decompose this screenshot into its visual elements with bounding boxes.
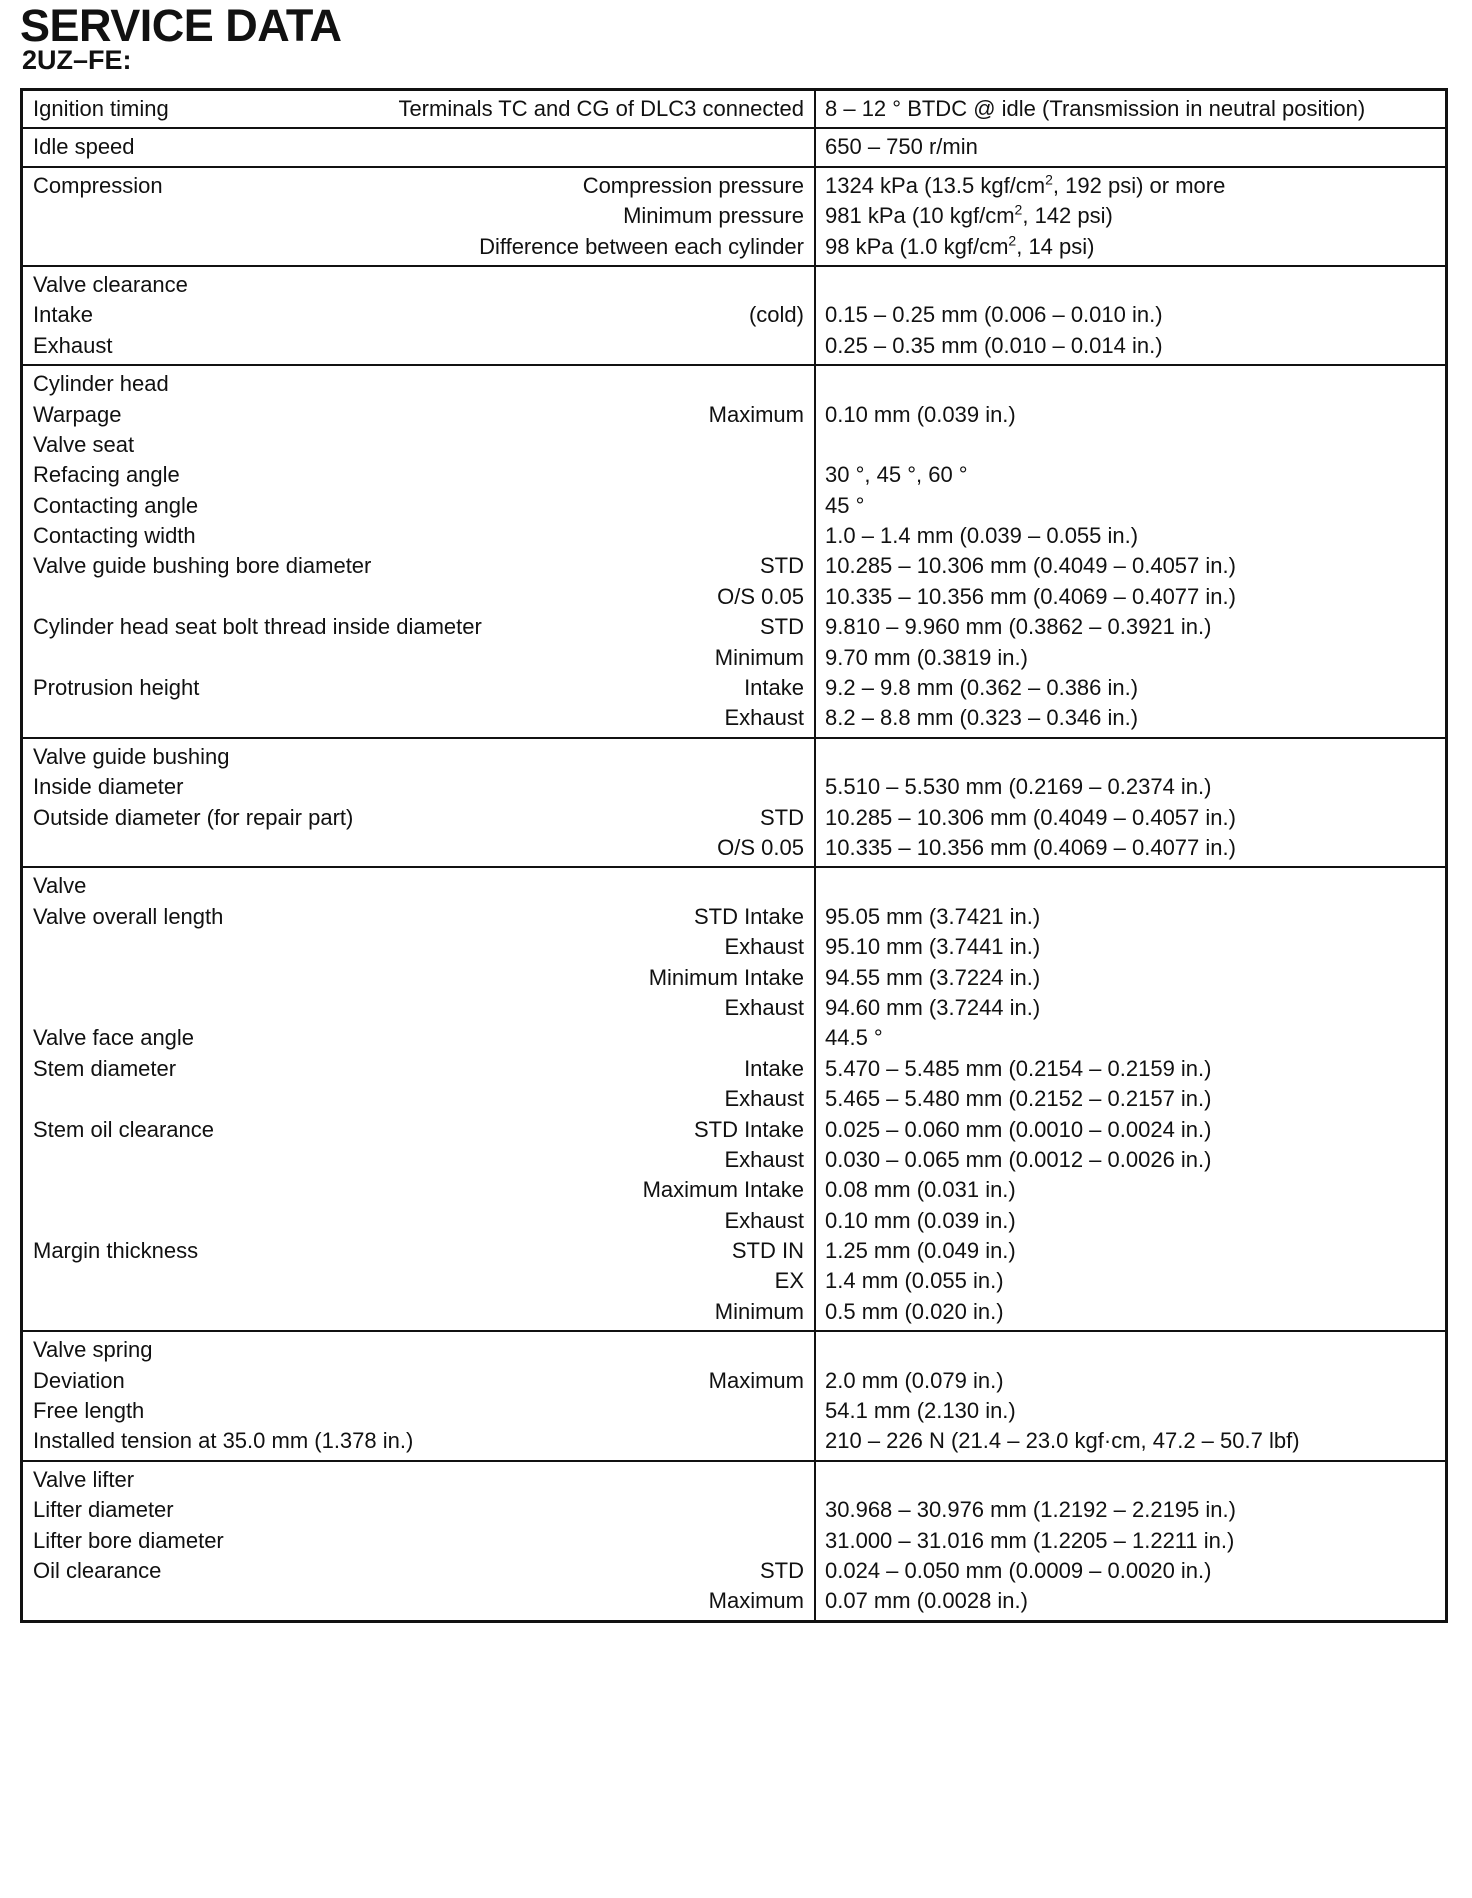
spec-value-text: 0.07 mm (0.0028 in.): [825, 1588, 1028, 1614]
spec-value-suffix: , 142 psi): [1022, 203, 1113, 229]
spec-value: [825, 1054, 1437, 1084]
section-ignition-timing: [22, 90, 1447, 129]
spec-condition: Minimum: [714, 1298, 804, 1324]
spec-label: Margin thickness: [33, 1238, 199, 1264]
spec-value-text: 5.465 – 5.480 mm (0.2152 – 0.2157 in.): [825, 1086, 1212, 1112]
spec-value: [825, 772, 1437, 802]
section-valve-spring: [22, 1331, 1447, 1461]
spec-condition: Maximum: [708, 1367, 804, 1393]
spec-value: [825, 270, 1437, 300]
spec-value-text: 9.810 – 9.960 mm (0.3862 – 0.3921 in.): [825, 614, 1212, 640]
spec-label: Valve spring: [33, 1337, 153, 1363]
spec-value: [825, 993, 1437, 1023]
spec-value-suffix: , 14 psi): [1016, 233, 1095, 259]
spec-value: [825, 430, 1437, 460]
spec-label: Exhaust: [33, 332, 113, 358]
spec-label: Stem oil clearance: [33, 1116, 214, 1142]
spec-line: [33, 1266, 804, 1296]
spec-value: [825, 673, 1437, 703]
section-spec-cell: [22, 167, 816, 266]
spec-label: Warpage: [33, 401, 122, 427]
spec-condition: Maximum: [708, 401, 804, 427]
spec-value: [825, 1366, 1437, 1396]
section-spec-cell: [22, 1331, 816, 1461]
unit-exponent: 2: [1045, 171, 1053, 188]
spec-line: [33, 902, 804, 932]
spec-condition: Maximum: [708, 1588, 804, 1614]
spec-value: [825, 201, 1437, 231]
spec-condition: O/S 0.05: [717, 834, 804, 860]
service-data-table: [20, 88, 1448, 1623]
section-idle-speed: [22, 128, 1447, 166]
spec-line: [33, 582, 804, 612]
spec-line: [33, 1236, 804, 1266]
spec-value-text: 94.55 mm (3.7224 in.): [825, 964, 1041, 990]
spec-value-text: 8.2 – 8.8 mm (0.323 – 0.346 in.): [825, 705, 1139, 731]
spec-line: [33, 1023, 804, 1053]
engine-model-subtitle: 2UZ–FE:: [22, 45, 132, 75]
spec-value: [825, 1495, 1437, 1525]
spec-label: Compression: [33, 172, 163, 198]
spec-line: [33, 491, 804, 521]
spec-value: [825, 1206, 1437, 1236]
spec-condition: Compression pressure: [582, 172, 804, 198]
spec-label: Oil clearance: [33, 1557, 162, 1583]
spec-line: [33, 551, 804, 581]
spec-condition: Intake: [744, 1055, 804, 1081]
spec-value: [825, 643, 1437, 673]
spec-value-text: 1.0 – 1.4 mm (0.039 – 0.055 in.): [825, 523, 1139, 549]
spec-line: [33, 300, 804, 330]
section-spec-cell: [22, 266, 816, 365]
section-value-cell: [815, 90, 1447, 129]
section-spec-cell: [22, 738, 816, 868]
spec-line: [33, 1426, 804, 1456]
spec-condition: Exhaust: [724, 934, 804, 960]
spec-value: [825, 1297, 1437, 1327]
spec-value: [825, 1236, 1437, 1266]
section-cylinder-head: [22, 365, 1447, 738]
spec-value: [825, 1084, 1437, 1114]
spec-value-text: 650 – 750 r/min: [825, 134, 978, 160]
spec-label: Protrusion height: [33, 675, 200, 701]
spec-value-text: 0.10 mm (0.039 in.): [825, 1207, 1016, 1233]
spec-label: Lifter bore diameter: [33, 1527, 224, 1553]
spec-label: Contacting angle: [33, 492, 199, 518]
spec-value: [825, 1145, 1437, 1175]
spec-value-text: 30 °, 45 °, 60 °: [825, 462, 968, 488]
spec-label: Idle speed: [33, 134, 135, 160]
spec-value: [825, 833, 1437, 863]
spec-value: [825, 1115, 1437, 1145]
spec-line: [33, 1175, 804, 1205]
spec-line: [33, 232, 804, 262]
spec-condition: STD IN: [731, 1238, 804, 1264]
spec-condition: (cold): [748, 302, 804, 328]
spec-value-text: 45 °: [825, 492, 865, 518]
spec-label: Intake: [33, 302, 93, 328]
spec-condition: STD: [760, 553, 804, 579]
spec-label: Contacting width: [33, 523, 196, 549]
spec-value: [825, 132, 1437, 162]
spec-line: [33, 94, 804, 124]
section-value-cell: [815, 365, 1447, 738]
section-value-cell: [815, 128, 1447, 166]
spec-value: [825, 1396, 1437, 1426]
spec-value-text: 95.10 mm (3.7441 in.): [825, 934, 1041, 960]
spec-line: [33, 871, 804, 901]
spec-condition: Maximum Intake: [642, 1177, 804, 1203]
spec-condition: Exhaust: [724, 1207, 804, 1233]
spec-label: Valve clearance: [33, 271, 188, 297]
spec-value: [825, 932, 1437, 962]
spec-condition: STD: [760, 614, 804, 640]
section-spec-cell: [22, 1461, 816, 1621]
spec-line: [33, 171, 804, 201]
section-spec-cell: [22, 90, 816, 129]
spec-label: Inside diameter: [33, 774, 184, 800]
spec-line: [33, 521, 804, 551]
spec-value: [825, 1465, 1437, 1495]
spec-condition: Terminals TC and CG of DLC3 connected: [398, 96, 804, 121]
spec-value-text: 10.335 – 10.356 mm (0.4069 – 0.4077 in.): [825, 583, 1236, 609]
spec-value: [825, 612, 1437, 642]
spec-value-text: 31.000 – 31.016 mm (1.2205 – 1.2211 in.): [825, 1527, 1235, 1553]
spec-label: Lifter diameter: [33, 1497, 174, 1523]
spec-value-text: 0.5 mm (0.020 in.): [825, 1298, 1004, 1324]
spec-line: [33, 772, 804, 802]
spec-value-text: 94.60 mm (3.7244 in.): [825, 994, 1041, 1020]
spec-line: [33, 1145, 804, 1175]
spec-condition: Minimum Intake: [648, 964, 804, 990]
spec-line: [33, 270, 804, 300]
spec-condition: Exhaust: [724, 1086, 804, 1112]
section-spec-cell: [22, 867, 816, 1331]
spec-value: [825, 871, 1437, 901]
unit-exponent: 2: [1014, 201, 1023, 218]
spec-value: [825, 94, 1437, 124]
spec-line: [33, 1465, 804, 1495]
spec-condition: Exhaust: [724, 1146, 804, 1172]
spec-line: [33, 132, 804, 162]
spec-value-text: 0.025 – 0.060 mm (0.0010 – 0.0024 in.): [825, 1116, 1212, 1142]
spec-value-text: 0.10 mm (0.039 in.): [825, 401, 1016, 427]
spec-label: Installed tension at 35.0 mm (1.378 in.): [33, 1428, 414, 1454]
spec-value: [825, 1556, 1437, 1586]
service-data-table-body: [22, 90, 1447, 1622]
spec-label: Deviation: [33, 1367, 125, 1393]
spec-value: [825, 1526, 1437, 1556]
spec-line: [33, 1586, 804, 1616]
spec-condition: STD Intake: [693, 903, 804, 929]
spec-line: [33, 1297, 804, 1327]
section-spec-cell: [22, 128, 816, 166]
spec-value-text: 210 – 226 N (21.4 – 23.0 kgf·cm, 47.2 – 50.7 lbf): [825, 1428, 1300, 1454]
spec-value-text: 30.968 – 30.976 mm (1.2192 – 2.2195 in.): [825, 1497, 1236, 1523]
spec-line: [33, 643, 804, 673]
spec-line: [33, 612, 804, 642]
spec-line: [33, 1335, 804, 1365]
spec-condition: Minimum pressure: [623, 203, 804, 229]
spec-value-text: 9.2 – 9.8 mm (0.362 – 0.386 in.): [825, 675, 1139, 701]
spec-condition: O/S 0.05: [717, 583, 804, 609]
spec-condition: Intake: [744, 675, 804, 701]
spec-line: [33, 201, 804, 231]
spec-value: [825, 1426, 1437, 1456]
spec-value: [825, 171, 1437, 201]
spec-condition: Exhaust: [724, 994, 804, 1020]
spec-value-text: 44.5 °: [825, 1025, 883, 1051]
section-compression: [22, 167, 1447, 266]
spec-condition: Exhaust: [724, 705, 804, 731]
spec-line: [33, 1206, 804, 1236]
section-value-cell: [815, 738, 1447, 868]
spec-value: [825, 1586, 1437, 1616]
spec-line: [33, 1495, 804, 1525]
spec-value: [825, 1266, 1437, 1296]
spec-value-text: 5.470 – 5.485 mm (0.2154 – 0.2159 in.): [825, 1055, 1212, 1081]
section-valve-guide-bushing: [22, 738, 1447, 868]
spec-value-suffix: , 192 psi) or more: [1052, 172, 1226, 198]
spec-value-text: 1324 kPa (13.5 kgf/cm: [825, 172, 1046, 198]
spec-line: [33, 1084, 804, 1114]
spec-label: Ignition timing: [33, 96, 169, 121]
section-valve: [22, 867, 1447, 1331]
spec-line: [33, 1526, 804, 1556]
spec-line: [33, 703, 804, 733]
section-valve-clearance: [22, 266, 1447, 365]
spec-value: [825, 232, 1437, 262]
spec-label: Valve overall length: [33, 903, 224, 929]
spec-value-text: 0.25 – 0.35 mm (0.010 – 0.014 in.): [825, 332, 1163, 358]
spec-line: [33, 1396, 804, 1426]
spec-line: [33, 430, 804, 460]
spec-label: Valve guide bushing bore diameter: [33, 553, 372, 579]
spec-value: [825, 1335, 1437, 1365]
spec-value-text: 98 kPa (1.0 kgf/cm: [825, 233, 1009, 259]
spec-value-text: 10.335 – 10.356 mm (0.4069 – 0.4077 in.): [825, 834, 1236, 860]
spec-condition: STD: [760, 1557, 804, 1583]
section-value-cell: [815, 1331, 1447, 1461]
spec-condition: Minimum: [714, 644, 804, 670]
spec-line: [33, 673, 804, 703]
section-valve-lifter: [22, 1461, 1447, 1621]
spec-line: [33, 742, 804, 772]
spec-value-text: 0.030 – 0.065 mm (0.0012 – 0.0026 in.): [825, 1146, 1212, 1172]
spec-value-text: 54.1 mm (2.130 in.): [825, 1398, 1016, 1424]
spec-value: [825, 1023, 1437, 1053]
spec-value: [825, 460, 1437, 490]
spec-value-text: 981 kPa (10 kgf/cm: [825, 203, 1015, 229]
spec-label: Free length: [33, 1398, 145, 1424]
section-value-cell: [815, 167, 1447, 266]
section-value-cell: [815, 867, 1447, 1331]
spec-value: [825, 491, 1437, 521]
spec-line: [33, 1115, 804, 1145]
section-value-cell: [815, 266, 1447, 365]
spec-value: [825, 963, 1437, 993]
spec-value: [825, 300, 1437, 330]
page-title: SERVICE DATA: [20, 0, 342, 51]
spec-line: [33, 963, 804, 993]
spec-line: [33, 400, 804, 430]
spec-line: [33, 460, 804, 490]
spec-condition: STD Intake: [693, 1116, 804, 1142]
spec-value-text: 9.70 mm (0.3819 in.): [825, 644, 1028, 670]
section-spec-cell: [22, 365, 816, 738]
spec-value-text: 10.285 – 10.306 mm (0.4049 – 0.4057 in.): [825, 553, 1236, 579]
spec-value-text: 0.15 – 0.25 mm (0.006 – 0.010 in.): [825, 302, 1163, 328]
spec-condition: EX: [774, 1268, 804, 1294]
spec-line: [33, 993, 804, 1023]
spec-line: [33, 803, 804, 833]
spec-value: [825, 521, 1437, 551]
spec-value-text: 95.05 mm (3.7421 in.): [825, 903, 1041, 929]
spec-value: [825, 582, 1437, 612]
section-value-cell: [815, 1461, 1447, 1621]
spec-label: Valve seat: [33, 431, 135, 457]
spec-value-text: 0.024 – 0.050 mm (0.0009 – 0.0020 in.): [825, 1557, 1212, 1583]
spec-line: [33, 1054, 804, 1084]
spec-value: [825, 1175, 1437, 1205]
spec-label: Valve lifter: [33, 1466, 135, 1492]
spec-value-text: 2.0 mm (0.079 in.): [825, 1367, 1004, 1393]
spec-value-text: 10.285 – 10.306 mm (0.4049 – 0.4057 in.): [825, 804, 1236, 830]
spec-line: [33, 1366, 804, 1396]
spec-line: [33, 833, 804, 863]
spec-label: Outside diameter (for repair part): [33, 804, 354, 830]
spec-line: [33, 331, 804, 361]
spec-condition: Difference between each cylinder: [479, 233, 804, 259]
spec-label: Valve: [33, 873, 87, 899]
spec-line: [33, 932, 804, 962]
spec-value: [825, 742, 1437, 772]
spec-label: Cylinder head seat bolt thread inside diameter: [33, 614, 482, 640]
unit-exponent: 2: [1008, 232, 1017, 249]
spec-value-text: 1.4 mm (0.055 in.): [825, 1268, 1004, 1294]
spec-value-text: 8 – 12 ° BTDC @ idle (Transmission in neutral position): [825, 96, 1366, 121]
spec-value: [825, 400, 1437, 430]
spec-value: [825, 902, 1437, 932]
spec-label: Cylinder head: [33, 371, 169, 397]
spec-value: [825, 551, 1437, 581]
spec-label: Refacing angle: [33, 462, 180, 488]
spec-value-text: 5.510 – 5.530 mm (0.2169 – 0.2374 in.): [825, 774, 1212, 800]
spec-value: [825, 331, 1437, 361]
spec-value: [825, 369, 1437, 399]
spec-value-text: 1.25 mm (0.049 in.): [825, 1238, 1016, 1264]
spec-label: Valve face angle: [33, 1025, 195, 1051]
spec-condition: STD: [760, 804, 804, 830]
spec-value-text: 0.08 mm (0.031 in.): [825, 1177, 1016, 1203]
spec-line: [33, 1556, 804, 1586]
spec-value: [825, 803, 1437, 833]
spec-line: [33, 369, 804, 399]
spec-label: Valve guide bushing: [33, 743, 230, 769]
spec-label: Stem diameter: [33, 1055, 177, 1081]
spec-value: [825, 703, 1437, 733]
